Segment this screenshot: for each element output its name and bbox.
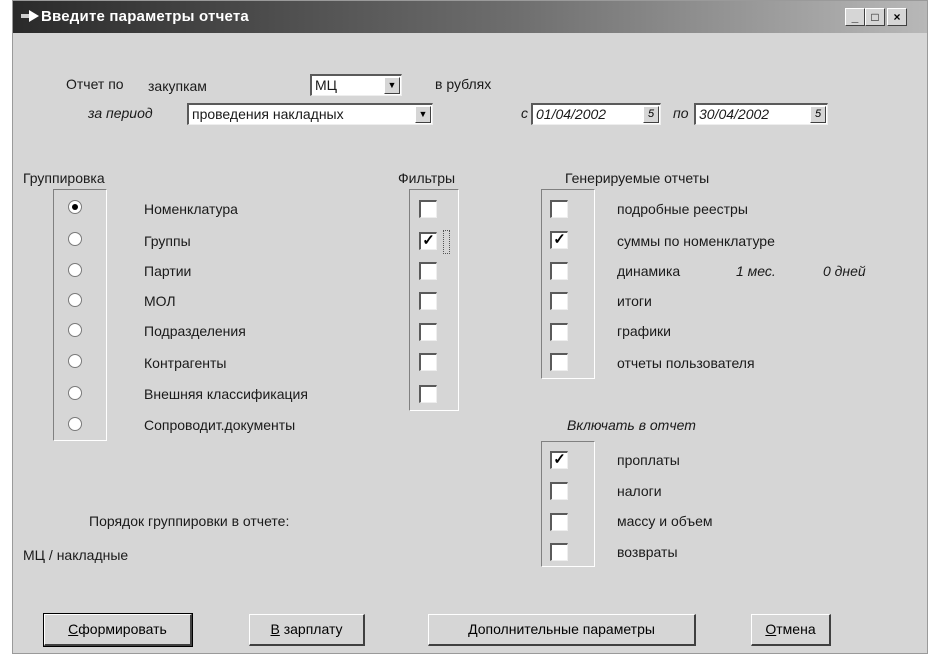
chevron-down-icon[interactable]: ▼ (384, 77, 400, 94)
report-checkbox-user[interactable] (550, 353, 568, 371)
grouping-label: Контрагенты (144, 355, 227, 371)
grouping-radio-counterparties[interactable] (68, 354, 82, 368)
report-checkbox-sums[interactable]: ✓ (550, 231, 568, 249)
report-label: подробные реестры (617, 201, 748, 217)
filter-checkbox-counterparties[interactable] (419, 353, 437, 371)
include-checkbox-mass[interactable] (550, 513, 568, 531)
filters-title: Фильтры (398, 170, 456, 186)
title-bar[interactable] (13, 1, 927, 33)
grouping-label: Группы (144, 233, 191, 249)
cancel-button[interactable]: Отмена (751, 614, 831, 646)
calendar-icon[interactable]: 5 (810, 106, 826, 123)
report-checkbox-detailed[interactable] (550, 200, 568, 218)
report-by-label: Отчет по (66, 76, 124, 92)
grouping-radio-documents[interactable] (68, 417, 82, 431)
calendar-icon[interactable]: 5 (643, 106, 659, 123)
close-button[interactable]: × (887, 8, 907, 26)
maximize-button[interactable]: □ (865, 8, 885, 26)
report-type-label: закупкам (148, 78, 207, 94)
date-to-value: 30/04/2002 (699, 106, 770, 122)
date-to-field[interactable] (694, 103, 828, 125)
filter-checkbox-external[interactable] (419, 385, 437, 403)
dynamics-months[interactable]: 1 мес. (736, 263, 776, 279)
item-select-value: МЦ (315, 77, 338, 93)
filter-checkbox-mol[interactable] (419, 292, 437, 310)
grouping-radio-batches[interactable] (68, 263, 82, 277)
focus-indicator (443, 230, 450, 254)
report-checkbox-charts[interactable] (550, 323, 568, 341)
minimize-button[interactable]: _ (845, 8, 865, 26)
grouping-label: Сопроводит.документы (144, 417, 296, 433)
filter-checkbox-batches[interactable] (419, 262, 437, 280)
report-label: динамика (617, 263, 681, 279)
period-select[interactable] (187, 103, 433, 125)
date-to-label: по (673, 105, 689, 121)
grouping-label: Подразделения (144, 323, 246, 339)
include-title: Включать в отчет (567, 417, 696, 433)
date-from-value: 01/04/2002 (536, 106, 607, 122)
generated-reports-title: Генерируемые отчеты (565, 170, 710, 186)
filter-checkbox-nomenclature[interactable] (419, 200, 437, 218)
grouping-radio-mol[interactable] (68, 293, 82, 307)
grouping-radio-nomenclature[interactable] (68, 200, 82, 214)
grouping-label: МОЛ (144, 293, 176, 309)
include-label: налоги (617, 483, 662, 499)
app-icon (21, 10, 39, 22)
generate-button[interactable]: Сформировать (44, 614, 192, 646)
report-checkbox-totals[interactable] (550, 292, 568, 310)
grouping-order-value: МЦ / накладные (23, 547, 129, 563)
grouping-order-label: Порядок группировки в отчете: (89, 513, 290, 529)
date-from-label: с (521, 105, 528, 121)
date-from-field[interactable] (531, 103, 661, 125)
grouping-radio-groups[interactable] (68, 232, 82, 246)
grouping-radio-external[interactable] (68, 386, 82, 400)
grouping-radio-departments[interactable] (68, 323, 82, 337)
report-parameters-window (12, 0, 928, 654)
report-label: отчеты пользователя (617, 355, 755, 371)
grouping-radio-group (53, 189, 107, 441)
dynamics-days[interactable]: 0 дней (823, 263, 866, 279)
include-checkbox-payments[interactable]: ✓ (550, 451, 568, 469)
grouping-label: Внешняя классификация (144, 386, 308, 402)
window-title: Введите параметры отчета (41, 8, 249, 25)
additional-parameters-button[interactable]: Дополнительные параметры (428, 614, 696, 646)
salary-button[interactable]: В зарплату (249, 614, 365, 646)
filter-checkbox-groups[interactable]: ✓ (419, 232, 437, 250)
report-label: суммы по номенклатуре (617, 233, 775, 249)
include-label: проплаты (617, 452, 680, 468)
include-label: массу и объем (617, 513, 713, 529)
period-select-value: проведения накладных (192, 106, 344, 122)
item-select[interactable] (310, 74, 402, 96)
report-label: итоги (617, 293, 652, 309)
report-label: графики (617, 323, 671, 339)
include-checkbox-taxes[interactable] (550, 482, 568, 500)
grouping-label: Партии (144, 263, 192, 279)
filter-checkbox-departments[interactable] (419, 323, 437, 341)
period-label: за период (88, 105, 153, 121)
report-checkbox-dynamics[interactable] (550, 262, 568, 280)
include-label: возвраты (617, 544, 678, 560)
include-checkbox-returns[interactable] (550, 543, 568, 561)
grouping-title: Группировка (23, 170, 105, 186)
currency-label: в рублях (435, 76, 492, 92)
grouping-label: Номенклатура (144, 201, 238, 217)
chevron-down-icon[interactable]: ▼ (415, 106, 431, 123)
